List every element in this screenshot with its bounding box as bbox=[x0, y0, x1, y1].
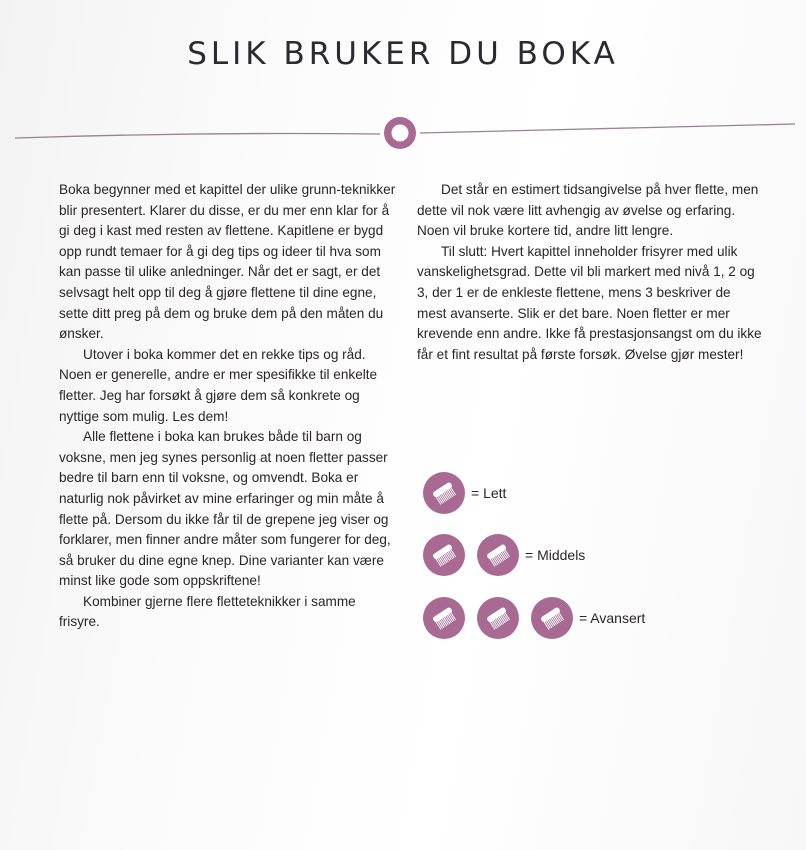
paragraph: Til slutt: Hvert kapittel inneholder frisyrer med ulik vanskelighetsgrad. Dette vil bli markert med nivå 1, 2 og 3, der 1 er de enkleste flettene, mens 3 beskriver de mest avanserte. Slik er det bare. Noen fletter er mer krevende enn andre. Ikke få prestasjonsangst om du ikke får et fint resultat på første forsøk. Øvelse gjør mester! bbox=[417, 243, 762, 362]
comb-icon bbox=[477, 534, 519, 576]
right-column bbox=[417, 180, 762, 365]
paragraph: Utover i boka kommer det en rekke tips og råd. Noen er generelle, andre er mer spesifikke til enkelte fletter. Jeg har forsøkt å gjøre dem så konkrete og nyttige som mulig. Les dem! bbox=[59, 346, 378, 424]
page-title: SLIK BRUKER DU BOKA bbox=[187, 36, 619, 72]
paragraph: Det står en estimert tidsangivelse på hver flette, men dette vil nok være litt avhengig av øvelse og erfaring. Noen vil bruke kortere tid, andre litt lengre. bbox=[417, 182, 759, 239]
legend-label: = Lett bbox=[471, 485, 507, 501]
paragraph: Kombiner gjerne flere fletteteknikker i samme frisyre. bbox=[59, 593, 356, 630]
divider-line bbox=[15, 134, 380, 139]
divider-ring-hole bbox=[392, 125, 409, 142]
paragraph: Alle flettene i boka kan brukes både til barn og voksne, men jeg synes personlig at noen fletter passer bedre til barn enn til voksne, og omvendt. Boka er naturlig nok påvirket av mine erfaringer og min måte å flette på. Dersom du ikke får til de grepene jeg viser og forklarer, men finner andre måter som fungerer for deg, så bruker du dine egne knep. Dine varianter kan være minst like gode som oppskriftene! bbox=[59, 429, 391, 589]
title-divider bbox=[0, 110, 806, 160]
comb-icon bbox=[423, 534, 465, 576]
comb-icon bbox=[531, 597, 573, 639]
legend-row-middels bbox=[423, 534, 585, 576]
left-column bbox=[59, 180, 399, 633]
divider-line bbox=[420, 124, 795, 133]
legend-label: = Middels bbox=[525, 547, 586, 563]
legend-label: = Avansert bbox=[579, 610, 646, 626]
paragraph: Boka begynner med et kapittel der ulike grunn-teknikker blir presentert. Klarer du disse, er du mer enn klar for å gi deg i kast med resten av flettene. Kapitlene er bygd opp rundt temaer for å gi deg tips og ideer til hva som kan passe til ulike anledninger. Når det er sagt, er det selvsagt helt opp til deg å gjøre flettene til dine egne, sette ditt preg på dem og bruke dem på den måten du ønsker. bbox=[59, 182, 396, 342]
comb-icon bbox=[423, 472, 465, 514]
comb-icon bbox=[477, 597, 519, 639]
comb-icon bbox=[423, 597, 465, 639]
legend-row-lett bbox=[423, 472, 506, 514]
legend-row-avansert bbox=[423, 597, 645, 639]
